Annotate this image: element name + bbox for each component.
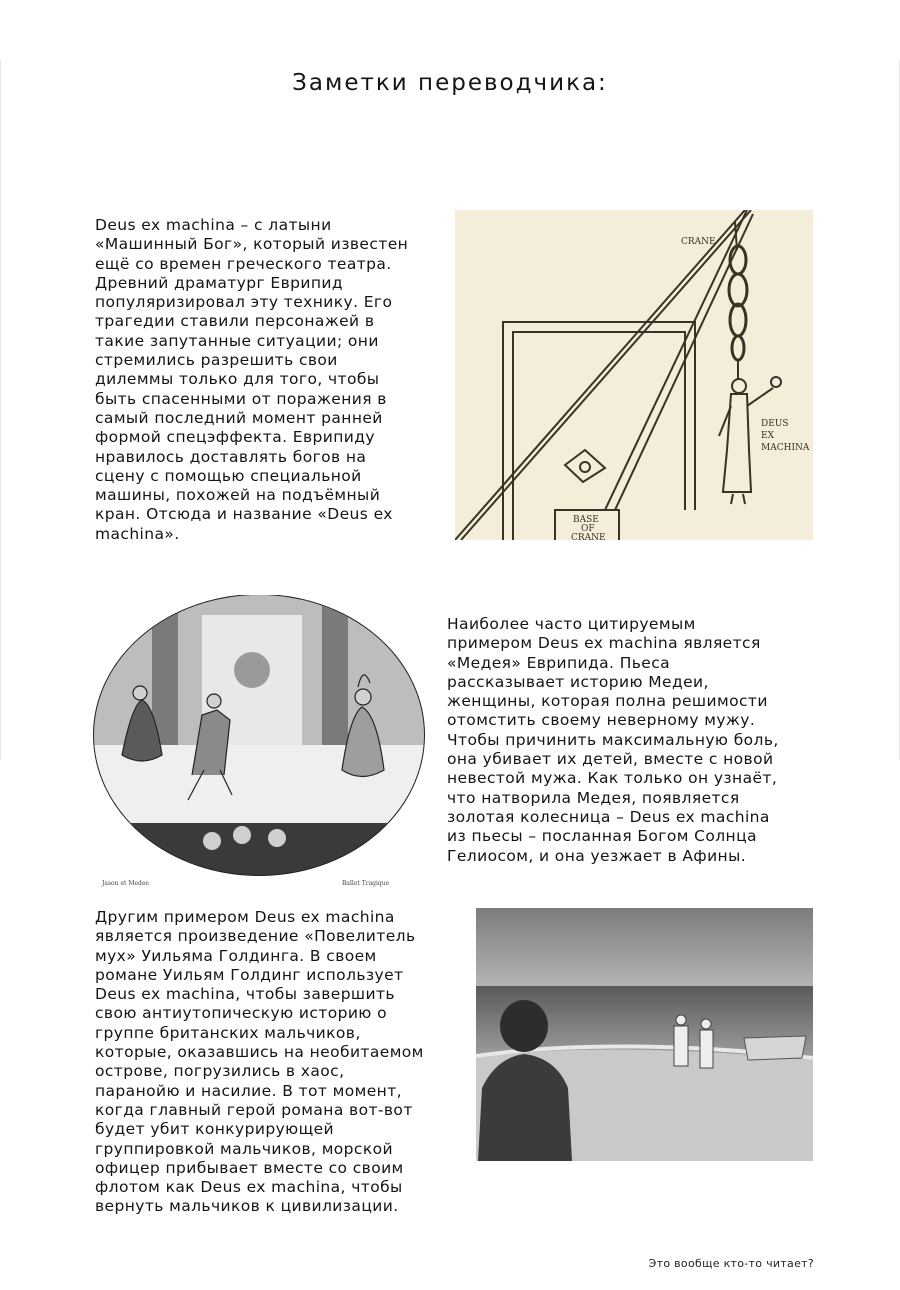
paragraph-deus-ex-machina: Deus ex machina – с латыни «Машинный Бог», который известен ещё со времен греческого театра. Древний драматург Еврипид популяризировал эту технику. Его трагедии ставили персонажей в такие запутанные ситуации; они стремились разрешить свои дилеммы только для того, чтобы быть спасенными от поражения в самый последний момент ранней формой спецэффекта. Еврипиду нравилось доставлять богов на сцену с помощью специальной машины, похожей на подъёмный кран. Отсюда и название «Deus ex machina». — [95, 216, 409, 543]
musician-head-3 — [268, 829, 286, 847]
ballet-engraving — [92, 595, 426, 890]
stage-frame — [503, 322, 695, 540]
paragraph-lord-of-the-flies: Другим примером Deus ex machina является произведение «Повелитель мух» Уильяма Голдинга. В своем романе Уильям Голдинг использует Deus ex machina, чтобы завершить свою антиутопическую историю о группе британских мальчиков, которые, оказавшись на необитаемом острове, погрузились в хаос, паранойю и насилие. В тот момент, когда главный герой романа вот-вот будет убит конкурирующей группировкой мальчиков, морской офицер прибывает вместе со своим флотом как Deus ex machina, чтобы вернуть мальчиков к цивилизации. — [95, 908, 424, 1216]
crane-diagram-figure — [455, 210, 813, 540]
caption-right: Ballet Tragique — [342, 880, 390, 887]
caption-left: Jason et Medee — [102, 880, 149, 887]
label-machina: MACHINA — [761, 443, 810, 453]
label-of: OF — [581, 524, 595, 534]
sky — [476, 908, 813, 986]
crane-boom-left-2 — [461, 210, 751, 540]
counterweight-pivot — [580, 462, 590, 472]
boat — [744, 1036, 806, 1060]
musician-head-2 — [233, 826, 251, 844]
footer-note: Это вообще кто-то читает? — [648, 1257, 814, 1270]
beach-film-still — [476, 908, 813, 1161]
ballet-engraving-figure — [92, 595, 426, 890]
counterweight — [565, 450, 605, 482]
stage-frame-inner — [513, 332, 685, 540]
label-crane-base: CRANE — [571, 533, 606, 540]
label-deus: DEUS — [761, 419, 789, 429]
crane-boom-left — [455, 210, 745, 540]
beach-film-still-figure — [476, 908, 813, 1161]
tree — [234, 652, 270, 688]
label-crane: CRANE — [681, 237, 716, 247]
paragraph-medea: Наиболее часто цитируемым примером Deus ex machina является «Медея» Еврипида. Пьеса рассказывает историю Медеи, женщины, которая полна решимости отомстить своему неверному мужу. Чтобы причинить максимальную боль, она убивает их детей, вместе с новой невестой мужа. Как только он узнаёт, что натворила Медея, появляется золотая колесница – Deus ex machina из пьесы – посланная Богом Солнца Гелиосом, и она уезжает в Афины. — [447, 615, 779, 865]
musician-head-1 — [203, 832, 221, 850]
label-base: BASE — [573, 515, 599, 525]
crane-diagram — [455, 210, 813, 540]
column-right — [322, 595, 348, 765]
page-title: Заметки переводчика: — [292, 70, 608, 96]
left-page-edge — [0, 60, 1, 760]
pulley-chain — [729, 246, 747, 380]
label-ex: EX — [761, 431, 774, 441]
